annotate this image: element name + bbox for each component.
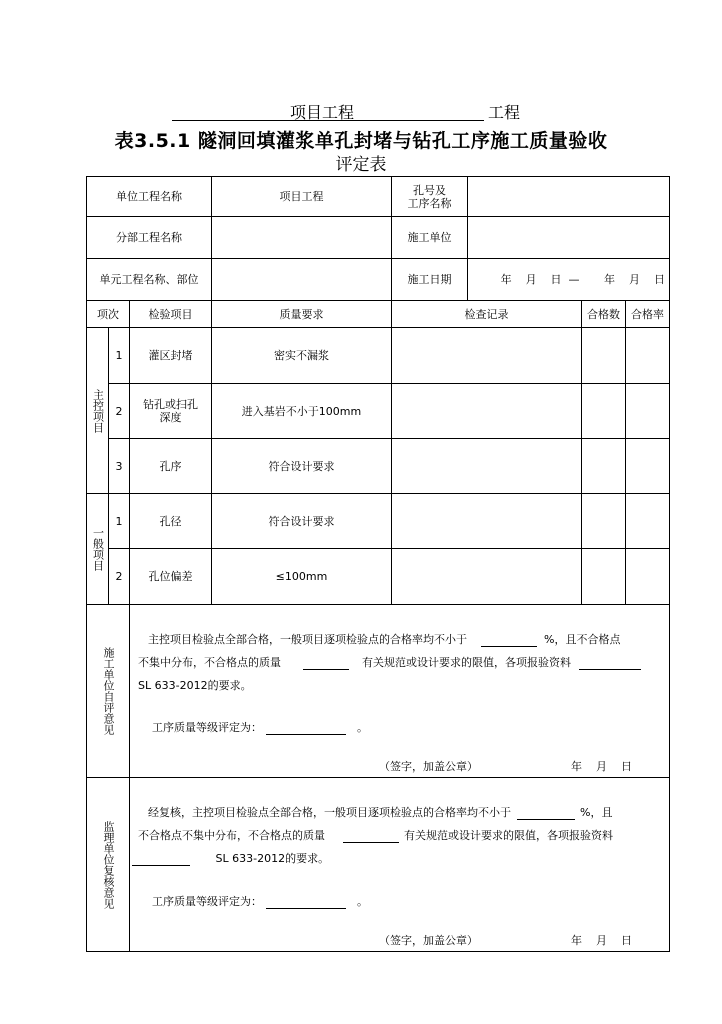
construction-date: 年 月 日 bbox=[571, 760, 632, 773]
unit-name-label: 单位工程名称 bbox=[116, 190, 182, 203]
supervision-grade-line bbox=[152, 895, 368, 909]
supervision-material-blank[interactable] bbox=[132, 853, 190, 866]
main-row-3-item: 孔序 bbox=[159, 459, 182, 473]
supervision-line-1a: 经复核，主控项目检验点全部合格，一般项目逐项检验点的合格率均不小于 bbox=[148, 806, 511, 819]
main-row-2-record[interactable] bbox=[392, 384, 581, 438]
construction-rate-blank[interactable] bbox=[481, 634, 537, 647]
supervision-date: 年 月 日 bbox=[571, 934, 632, 947]
element-value[interactable] bbox=[212, 259, 391, 300]
col-pass-count: 合格数 bbox=[587, 307, 620, 321]
main-row-2-item: 钻孔或扫孔 深度 bbox=[143, 398, 198, 424]
general-row-2-item: 孔位偏差 bbox=[148, 570, 193, 583]
construction-grade-end: 。 bbox=[357, 721, 368, 734]
general-row-2-req: ≤100mm bbox=[275, 570, 328, 583]
supervision-grade-end: 。 bbox=[357, 895, 368, 908]
construction-grade-blank[interactable] bbox=[266, 722, 346, 735]
supervision-grade-label: 工序质量等级评定为： bbox=[152, 895, 262, 908]
construction-line-2 bbox=[138, 656, 641, 670]
supervision-line-3-text: SL 633-2012的要求。 bbox=[215, 852, 330, 865]
construction-material-blank[interactable] bbox=[579, 657, 641, 670]
general-items-group-label: 一般项目 bbox=[91, 527, 105, 571]
subunit-label: 分部工程名称 bbox=[116, 231, 182, 244]
supervision-opinion-label: 监理单位复核意见 bbox=[102, 820, 115, 909]
general-row-1-item: 孔径 bbox=[159, 514, 182, 528]
main-items-group-label: 主控项目 bbox=[91, 388, 105, 433]
supervision-rate-blank[interactable] bbox=[517, 807, 575, 820]
construction-line-1 bbox=[148, 633, 620, 647]
construction-quality-blank[interactable] bbox=[303, 657, 349, 670]
construction-grade-line bbox=[152, 721, 368, 735]
form-title: 表3.5.1 隧洞回填灌浆单孔封堵与钻孔工序施工质量验收 bbox=[114, 130, 608, 152]
supervision-quality-blank[interactable] bbox=[343, 830, 399, 843]
construction-line-2a: 不集中分布，不合格点的质量 bbox=[138, 656, 281, 669]
col-quality-req: 质量要求 bbox=[279, 307, 324, 321]
main-row-1-req: 密实不漏浆 bbox=[274, 349, 329, 362]
main-row-1-record[interactable] bbox=[392, 328, 581, 383]
col-inspect-item: 检验项目 bbox=[148, 307, 193, 321]
general-row-1-record[interactable] bbox=[392, 494, 581, 548]
general-row-2-record[interactable] bbox=[392, 549, 581, 604]
hole-value[interactable] bbox=[468, 177, 669, 216]
unit-name-value: 项目工程 bbox=[279, 190, 324, 203]
date-label: 施工日期 bbox=[407, 273, 452, 286]
supervision-line-1 bbox=[148, 806, 612, 820]
construction-grade-label: 工序质量等级评定为： bbox=[152, 721, 262, 734]
main-row-3-req: 符合设计要求 bbox=[268, 459, 335, 473]
col-pass-rate: 合格率 bbox=[631, 307, 664, 321]
supervision-line-2b: 有关规范或设计要求的限值，各项报验资料 bbox=[404, 829, 613, 842]
col-item-no: 项次 bbox=[97, 307, 119, 321]
construction-unit-label: 施工单位 bbox=[407, 231, 452, 244]
supervision-sign: （签字，加盖公章） bbox=[379, 934, 478, 947]
element-label: 单元工程名称、部位 bbox=[99, 273, 199, 286]
construction-sign: （签字，加盖公章） bbox=[379, 760, 478, 773]
col-inspect-record: 检查记录 bbox=[464, 307, 509, 321]
project-suffix: 工程 bbox=[488, 103, 521, 122]
hole-label: 孔号及 工序名称 bbox=[407, 183, 452, 210]
supervision-grade-blank[interactable] bbox=[266, 896, 346, 909]
construction-unit-value[interactable] bbox=[468, 217, 669, 258]
subunit-value[interactable] bbox=[212, 217, 391, 258]
construction-opinion-label: 施工单位自评意见 bbox=[102, 647, 115, 735]
main-row-3-no: 3 bbox=[115, 459, 123, 473]
date-value[interactable]: 年 月 日 — 年 月 日 bbox=[500, 273, 665, 286]
construction-line-2b: 有关规范或设计要求的限值，各项报验资料 bbox=[362, 656, 571, 669]
supervision-line-3 bbox=[132, 852, 329, 866]
form-subtitle: 评定表 bbox=[335, 155, 387, 175]
general-row-1-req: 符合设计要求 bbox=[268, 514, 335, 528]
project-name: 项目工程 bbox=[290, 103, 355, 122]
construction-line-1a: 主控项目检验点全部合格，一般项目逐项检验点的合格率均不小于 bbox=[148, 633, 467, 646]
supervision-line-2 bbox=[138, 829, 613, 843]
construction-line-3: SL 633-2012的要求。 bbox=[138, 679, 252, 692]
supervision-line-2a: 不合格点不集中分布，不合格点的质量 bbox=[138, 829, 325, 842]
general-row-1-no: 1 bbox=[115, 514, 123, 528]
main-row-2-no: 2 bbox=[115, 404, 123, 418]
main-row-1-item: 灌区封堵 bbox=[148, 349, 193, 362]
supervision-line-1b: %，且 bbox=[580, 806, 613, 819]
main-row-1-no: 1 bbox=[115, 349, 123, 362]
general-row-2-no: 2 bbox=[115, 570, 123, 583]
main-row-2-req: 进入基岩不小于100mm bbox=[241, 404, 362, 418]
construction-line-1b: %，且不合格点 bbox=[544, 633, 621, 646]
main-row-3-record[interactable] bbox=[392, 439, 581, 493]
